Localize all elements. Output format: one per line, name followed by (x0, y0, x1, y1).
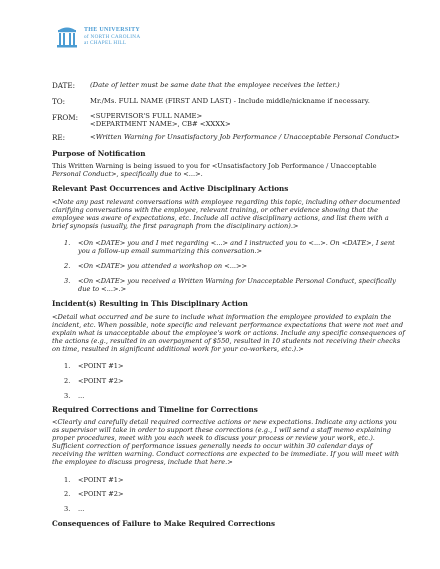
item-number: 3. (64, 392, 71, 400)
consequences-heading: Consequences of Failure to Make Required Corrections (52, 519, 276, 528)
corrections-line: receiving the written warning. Conduct corrections are expected to be immediate. If you will meet with (52, 450, 399, 459)
past-line: <Note any past relevant conversations with employee regarding this topic, including other documented (52, 198, 401, 206)
purpose-heading: Purpose of Notification (52, 149, 146, 158)
corrections-line: the employee to discuss progress, include that here.> (52, 458, 233, 467)
item-number: 1. (64, 239, 71, 247)
purpose-line: This Written Warning is being issued to you for <Unsatisfactory Job Performance / Unacceptable (52, 162, 377, 170)
corrections-heading: Required Corrections and Timeline for Corrections (52, 405, 258, 414)
item-text: <On <DATE> you attended a workshop on <...>> (78, 262, 248, 270)
university-logo (56, 25, 140, 49)
incident-line: on time, resulted in significant additional work for your co-workers, etc.).> (52, 345, 304, 354)
corrections-line: <Clearly and carefully detail required corrective actions or new expectations. Indicate any actions you (52, 418, 397, 426)
past-text (52, 198, 401, 231)
purpose-line: Personal Conduct>, specifically due to <...>. (52, 170, 203, 179)
logo-line-2: of NORTH CAROLINA (84, 33, 141, 40)
item-text: due to <...>.> (78, 285, 127, 293)
incident-line: <Detail what occurred and be sure to include what information the employee provided to explain the (52, 313, 392, 321)
corrections-line: as supervisor will take in order to support these corrections (e.g., I will send a staff memo explaining (52, 426, 391, 435)
item-number: 3. (64, 505, 71, 513)
from-label: FROM: (52, 113, 79, 122)
incident-text (52, 313, 405, 354)
incident-line: the actions (e.g., resulted in an overpayment of $550, resulted in 10 students not receiving their checks (52, 337, 401, 346)
corrections-line: Sufficient correction of performance issues generally needs to occur within 30 calendar days of (52, 442, 373, 451)
corrections-text (52, 418, 399, 467)
item-number: 2. (64, 490, 71, 498)
item-text: ... (78, 505, 85, 513)
to-value: Mr./Ms. FULL NAME (FIRST AND LAST) - Include middle/nickname if necessary. (90, 97, 370, 105)
from-department: <DEPARTMENT NAME>, CB# <XXXX> (90, 120, 231, 128)
incident-heading: Incident(s) Resulting in This Disciplinary Action (52, 299, 248, 308)
item-text: <POINT #2> (78, 490, 124, 498)
past-heading: Relevant Past Occurrences and Active Disciplinary Actions (52, 184, 289, 193)
past-line: employee was aware of expectations, etc. Include all active disciplinary actions, and list them with a (52, 214, 389, 223)
re-value: <Written Warning for Unsatisfactory Job Performance / Unacceptable Personal Conduct> (90, 133, 400, 141)
logo-line-1: THE UNIVERSITY (84, 27, 141, 34)
re-label: RE: (52, 133, 66, 142)
item-text: <On <DATE> you received a Written Warning for Unacceptable Personal Conduct, specifically (78, 277, 396, 285)
corrections-line: proper procedures, meet with you each week to discuss your process or review your work, etc.). (52, 434, 375, 443)
item-text: <POINT #1> (78, 362, 124, 370)
purpose-text (52, 162, 392, 178)
item-number: 2. (64, 377, 71, 385)
item-text: you a follow-up email summarizing this conversation.> (78, 247, 263, 255)
from-name: <SUPERVISOR'S FULL NAME> (90, 112, 203, 120)
item-text: <On <DATE> you and I met regarding <...> and I instructed you to <...>. On <DATE>, I sent (78, 239, 395, 247)
logo-line-3: at CHAPEL HILL (84, 40, 127, 47)
item-number: 2. (64, 262, 71, 270)
item-text: ... (78, 392, 85, 400)
to-label: TO: (52, 97, 66, 106)
item-number: 1. (64, 362, 71, 370)
incident-line: explain what is unacceptable about the employee's work or actions. Include any specific consequences of (52, 329, 405, 338)
item-text: <POINT #2> (78, 377, 124, 385)
item-number: 1. (64, 476, 71, 484)
incident-line: incident, etc. When possible, note specific and relevant performance expectations that were not met and (52, 321, 404, 330)
item-number: 3. (64, 277, 71, 285)
past-line: clarifying conversations with the employee, relevant training, or other evidence showing that the (52, 206, 378, 215)
past-line: brief synopsis (usually, the first paragraph from the disciplinary action).> (52, 222, 299, 231)
date-value: (Date of letter must be same date that the employee receives the letter.) (90, 81, 340, 89)
date-label: DATE: (52, 81, 76, 90)
item-text: <POINT #1> (78, 476, 124, 484)
old-well-icon (56, 25, 78, 49)
